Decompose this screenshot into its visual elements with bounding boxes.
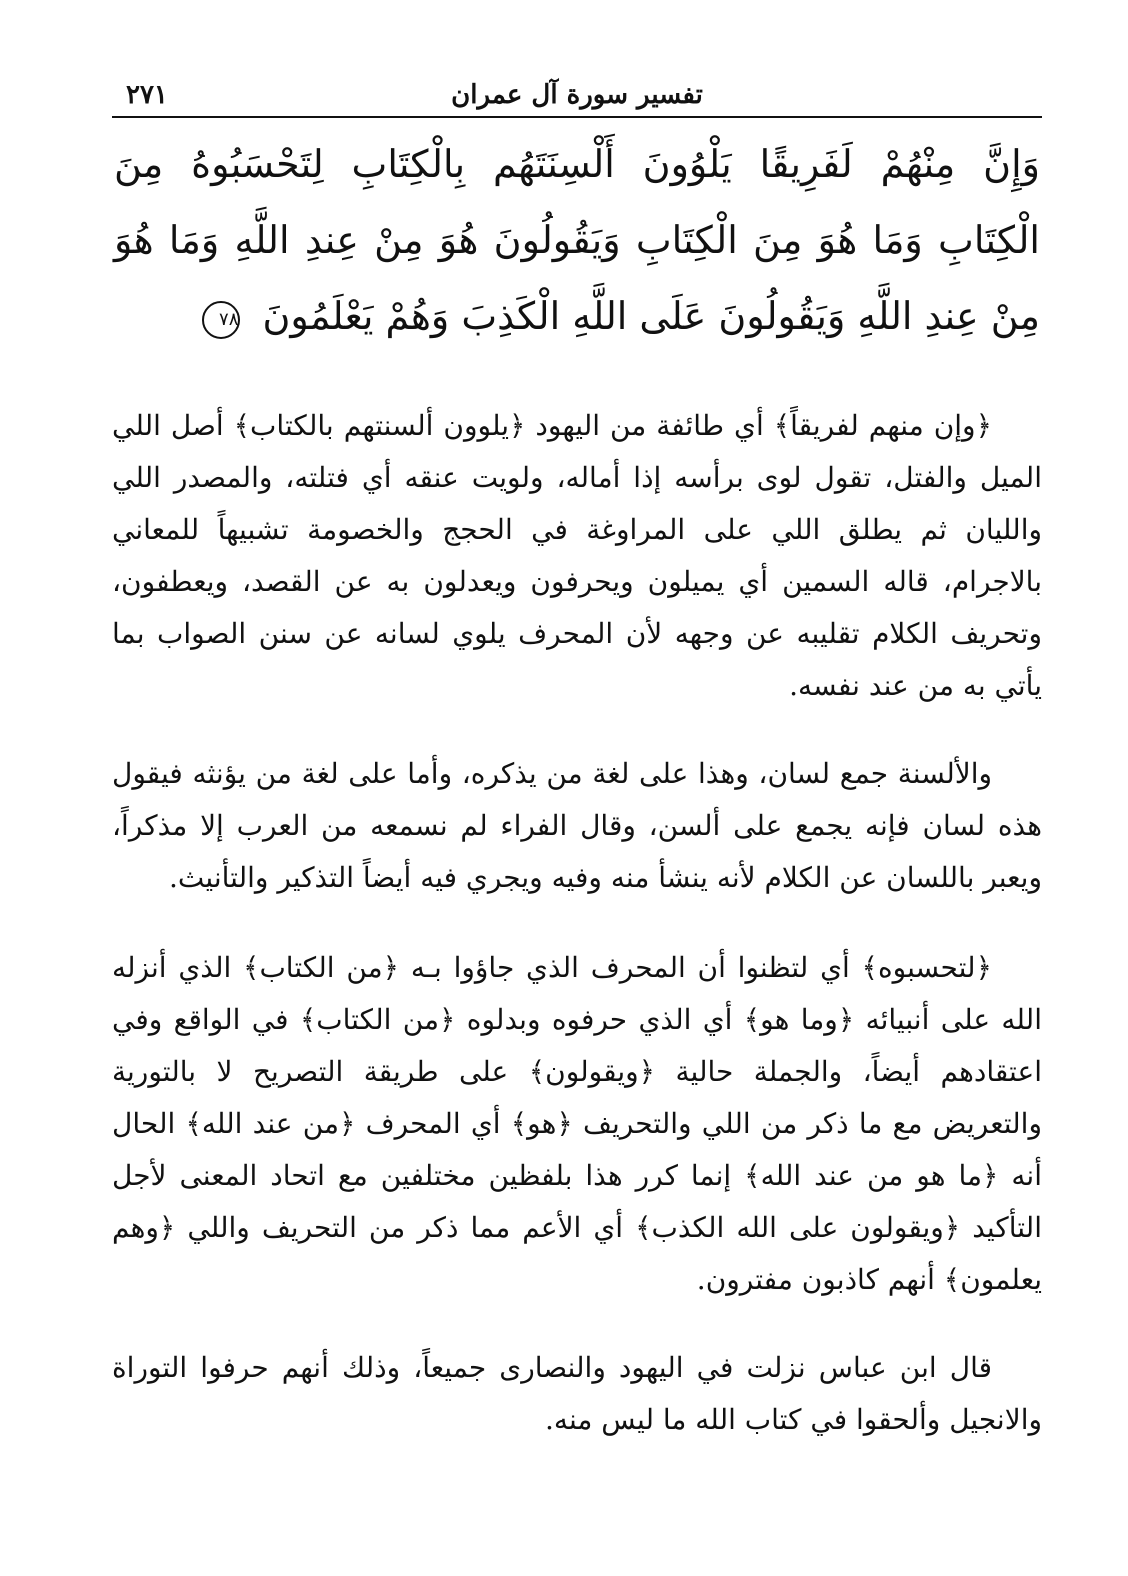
commentary-paragraph-2: والألسنة جمع لسان، وهذا على لغة من يذكره، وأما على لغة من يؤنثه فيقول هذه لسان فإنه يجمع على ألسن، وقال الفراء لم نسمعه من العرب إلا مذكراً، ويعبر باللسان عن الكلام لأنه ينشأ منه وفيه ويجري فيه أيضاً التذكير والتأنيث. <box>112 757 1042 894</box>
page-number: ٢٧١ <box>126 80 168 110</box>
commentary-paragraph-1: ﴿وإن منهم لفريقاً﴾ أي طائفة من اليهود ﴿يلوون ألسنتهم بالكتاب﴾ أصل اللي الميل والفتل، تقول لوى برأسه إذا أماله، ولويت عنقه أي فتلته، والمصدر اللي والليان ثم يطلق اللي على المراوغة في الحجج والخصومة تشبيهاً للمعاني بالاجرام، قاله السمين أي يميلون ويحرفون ويعدلون به عن القصد، ويعطفون، وتحريف الكلام تقليبه عن وجهه لأن المحرف يلوي لسانه عن سنن الصواب بما يأتي به من عند نفسه. <box>112 409 1042 702</box>
commentary-paragraph-4: قال ابن عباس نزلت في اليهود والنصارى جميعاً، وذلك أنهم حرفوا التوراة والانجيل وألحقوا في كتاب الله ما ليس منه. <box>112 1351 1042 1436</box>
page-header <box>112 70 1042 118</box>
quran-verse <box>112 126 1042 354</box>
commentary-paragraph-3: ﴿لتحسبوه﴾ أي لتظنوا أن المحرف الذي جاؤوا بـه ﴿من الكتاب﴾ الذي أنزله الله على أنبيائه ﴿وما هو﴾ أي الذي حرفوه وبدلوه ﴿من الكتاب﴾ في الواقع وفي اعتقادهم أيضاً، والجملة حالية ﴿ويقولون﴾ على طريقة التصريح لا بالتورية والتعريض مع ما ذكر من اللي والتحريف ﴿هو﴾ أي المحرف ﴿من عند الله﴾ الحال أنه ﴿ما هو من عند الله﴾ إنما كرر هذا بلفظين مختلفين مع اتحاد المعنى لأجل التأكيد ﴿ويقولون على الله الكذب﴾ أي الأعم مما ذكر من التحريف واللي ﴿وهم يعلمون﴾ أنهم كاذبون مفترون. <box>112 951 1042 1296</box>
running-title: تفسير سورة آل عمران <box>451 80 703 110</box>
verse-number-badge: ٧٨ <box>202 301 240 339</box>
book-page <box>112 70 1042 1550</box>
verse-text: وَإِنَّ مِنْهُمْ لَفَرِيقًا يَلْوُونَ أَلْسِنَتَهُم بِالْكِتَابِ لِتَحْسَبُوهُ مِنَ الْكِتَابِ وَمَا هُوَ مِنَ الْكِتَابِ وَيَقُولُونَ هُوَ مِنْ عِندِ اللَّهِ وَمَا هُوَ مِنْ عِندِ اللَّهِ وَيَقُولُونَ عَلَى اللَّهِ الْكَذِبَ وَهُمْ يَعْلَمُونَ <box>114 142 1040 338</box>
